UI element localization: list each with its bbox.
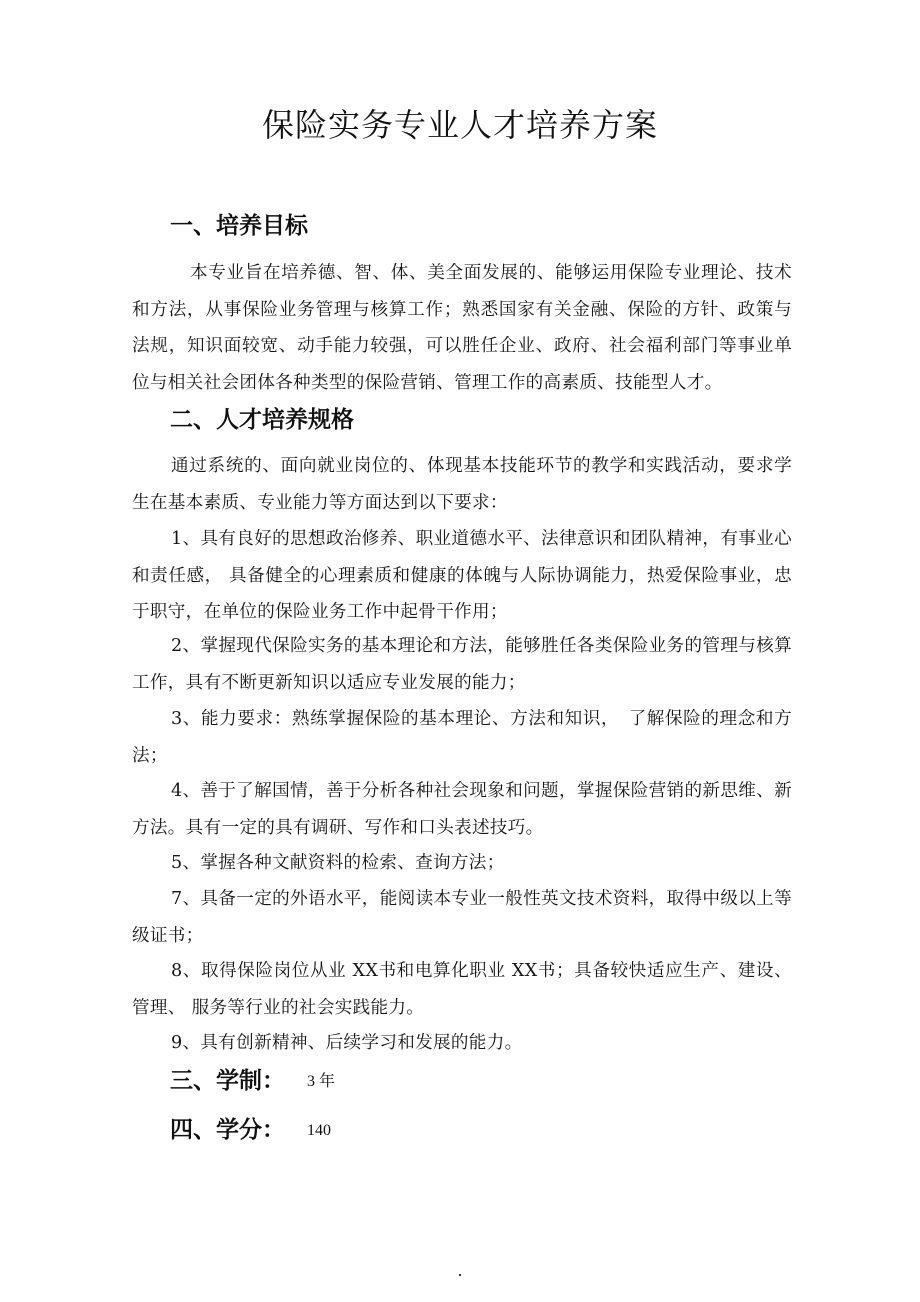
requirement-item-4: 4、善于了解国情，善于分析各种社会现象和问题，掌握保险营销的新思维、新方法。具有一定的具有调研、写作和口头表述技巧。: [132, 781, 792, 838]
requirement-item-2: 2、掌握现代保险实务的基本理论和方法，能够胜任各类保险业务的管理与核算工作，具有不断更新知识以适应专业发展的能力；: [132, 636, 792, 693]
requirement-item-1: 1、具有良好的思想政治修养、职业道德水平、法律意识和团队精神，有事业心和责任感， 具备健全的心理素质和健康的体魄与人际协调能力，热爱保险事业，忠于职守，在单位的保险业务工作中起骨干作用；: [132, 529, 792, 622]
requirement-item-8: 8、取得保险岗位从业 XX书和电算化职业 XX书；具备较快适应生产、建设、管理、 服务等行业的社会实践能力。: [132, 961, 792, 1018]
requirement-item-7: 7、具备一定的外语水平，能阅读本专业一般性英文技术资料，取得中级以上等级证书；: [132, 889, 792, 946]
duration-label: 三、学制：: [170, 1068, 285, 1094]
section-heading-duration: [170, 1065, 335, 1100]
training-goal-paragraph: 本专业旨在培养德、智、体、美全面发展的、能够运用保险专业理论、技术和方法，从事保险业务管理与核算工作；熟悉国家有关金融、保险的方针、政策与法规，知识面较宽、动手能力较强，可以胜任企业、政府、社会福利部门等事业单位与相关社会团体各种类型的保险营销、管理工作的高素质、技能型人才。: [132, 263, 792, 393]
section-heading-credits: [170, 1114, 331, 1149]
credits-label: 四、学分：: [170, 1117, 285, 1143]
duration-value: 3 年: [307, 1073, 336, 1090]
footer-dot-mark: [459, 1274, 461, 1276]
requirement-item-9: 9、具有创新精神、后续学习和发展的能力。: [171, 1033, 523, 1053]
section-heading-talent-specification: 二、人才培养规格: [170, 407, 354, 433]
specification-intro-paragraph: 通过系统的、面向就业岗位的、体现基本技能环节的教学和实践活动，要求学生在基本素质、专业能力等方面达到以下要求：: [132, 456, 792, 513]
section-heading-training-goal: 一、培养目标: [170, 213, 308, 239]
requirement-item-3: 3、能力要求：熟练掌握保险的基本理论、方法和知识， 了解保险的理念和方法；: [132, 709, 792, 766]
document-title: 保险实务专业人才培养方案: [261, 106, 658, 144]
credits-value: 140: [307, 1122, 331, 1139]
requirement-item-5: 5、掌握各种文献资料的检索、查询方法；: [171, 853, 505, 873]
